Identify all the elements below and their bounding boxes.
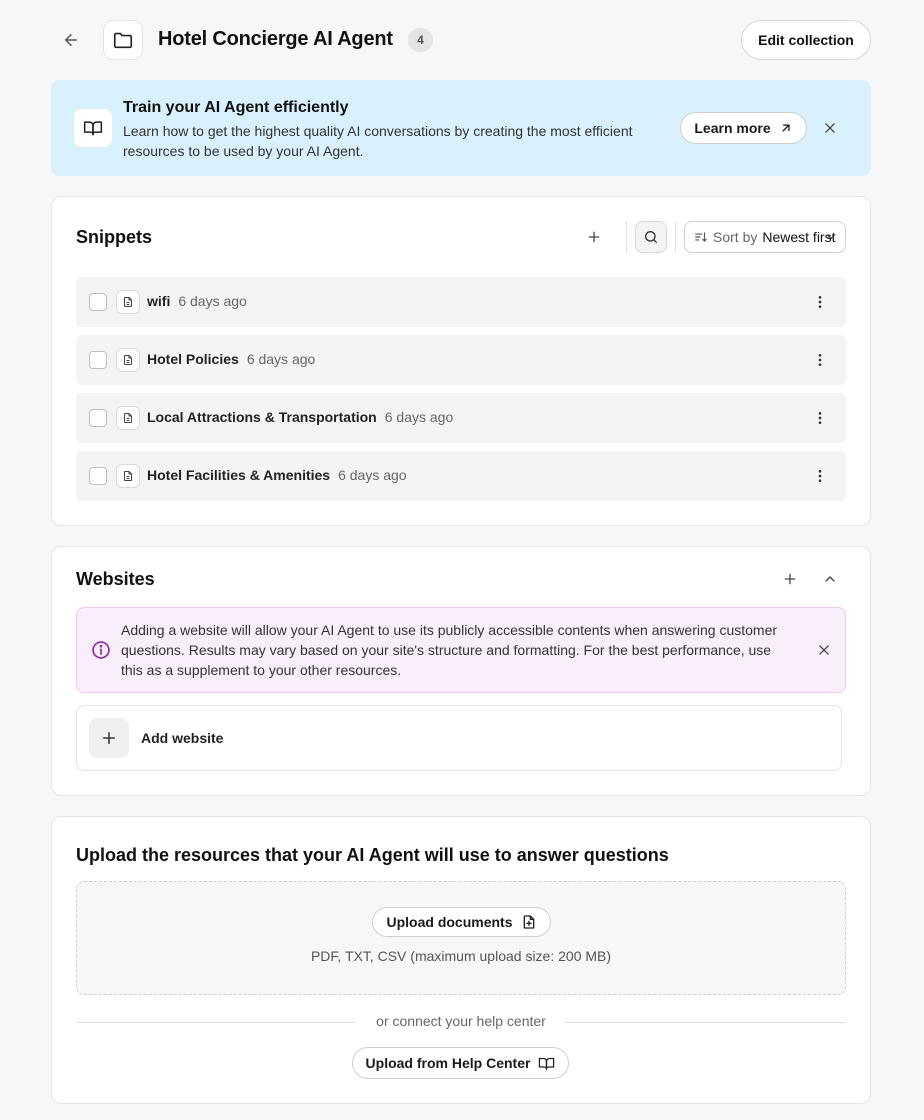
edit-collection-button[interactable]: Edit collection xyxy=(741,20,871,60)
snippet-time: 6 days ago xyxy=(178,293,247,309)
snippet-name xyxy=(147,409,453,425)
snippet-row[interactable] xyxy=(76,335,846,385)
learn-more-label: Learn more xyxy=(694,120,771,136)
row-menu-button[interactable] xyxy=(808,348,832,372)
resource-count-badge: 4 xyxy=(408,28,433,52)
back-button[interactable] xyxy=(56,25,86,55)
row-menu-button[interactable] xyxy=(808,464,832,488)
file-text-icon xyxy=(122,296,134,308)
search-snippets-button[interactable] xyxy=(635,221,667,253)
snippets-title: Snippets xyxy=(76,227,153,247)
snippet-title: Hotel Policies xyxy=(147,351,239,367)
add-website-label: Add website xyxy=(141,730,224,746)
search-icon xyxy=(643,229,659,245)
info-icon xyxy=(91,640,111,660)
banner-text: Learn how to get the highest quality AI conversations by creating the most efficient resources to be used by your AI Agent. xyxy=(123,123,633,159)
chevron-down-icon xyxy=(825,231,837,243)
upload-documents-button[interactable] xyxy=(372,907,551,937)
document-icon-box xyxy=(116,406,140,430)
snippet-title: wifi xyxy=(147,293,171,309)
add-snippet-button[interactable] xyxy=(578,221,610,253)
document-icon-box xyxy=(116,290,140,314)
more-vertical-icon xyxy=(812,468,828,484)
upload-help-center-button[interactable] xyxy=(352,1047,569,1079)
websites-card xyxy=(51,546,871,796)
more-vertical-icon xyxy=(812,294,828,310)
more-vertical-icon xyxy=(812,352,828,368)
page-title: Hotel Concierge AI Agent xyxy=(158,28,393,50)
plus-icon xyxy=(782,571,798,587)
collapse-websites-button[interactable] xyxy=(814,563,846,595)
websites-title: Websites xyxy=(76,569,155,589)
or-divider xyxy=(76,1013,846,1031)
row-checkbox[interactable] xyxy=(89,293,107,311)
file-text-icon xyxy=(122,470,134,482)
file-text-icon xyxy=(122,354,134,366)
file-text-icon xyxy=(122,412,134,424)
upload-dropzone[interactable] xyxy=(76,881,846,995)
row-checkbox[interactable] xyxy=(89,467,107,485)
folder-icon xyxy=(112,29,134,51)
snippets-card xyxy=(51,196,871,526)
upload-documents-label: Upload documents xyxy=(386,914,513,930)
snippet-time: 6 days ago xyxy=(384,409,454,425)
file-plus-icon xyxy=(521,914,537,930)
plus-icon xyxy=(100,729,118,747)
collection-icon-box xyxy=(103,20,143,60)
more-vertical-icon xyxy=(812,410,828,426)
close-icon xyxy=(823,121,837,135)
arrow-up-right-icon xyxy=(779,121,793,135)
snippet-title: Hotel Facilities & Amenities xyxy=(147,467,331,483)
toolbar-divider xyxy=(626,221,627,253)
info-text: Adding a website will allow your AI Agent to use its publicly accessible contents when answering customer questions. Results may vary based on your site's structure and formatting. For the best performance, use this as a supplement to your other resources. xyxy=(121,622,778,678)
document-icon-box xyxy=(116,348,140,372)
book-open-icon xyxy=(538,1055,555,1072)
snippet-name xyxy=(147,293,247,309)
website-info-notice xyxy=(76,607,846,693)
training-banner xyxy=(51,80,871,176)
add-website-button[interactable] xyxy=(76,705,842,771)
close-icon xyxy=(817,643,831,657)
add-website-plus-button[interactable] xyxy=(774,563,806,595)
snippet-time: 6 days ago xyxy=(338,467,407,483)
info-close-button[interactable] xyxy=(813,639,835,661)
book-open-icon xyxy=(83,118,103,138)
snippet-title: Local Attractions & Transportation xyxy=(147,409,377,425)
toolbar-divider xyxy=(675,221,676,253)
banner-close-button[interactable] xyxy=(819,117,841,139)
snippet-name xyxy=(147,351,315,367)
help-center-label: Upload from Help Center xyxy=(365,1055,531,1071)
plus-icon xyxy=(586,229,602,245)
sort-value: Newest first xyxy=(762,229,836,245)
document-icon-box xyxy=(116,464,140,488)
arrow-left-icon xyxy=(62,31,80,49)
sort-select[interactable] xyxy=(684,221,846,253)
snippet-name xyxy=(147,467,407,483)
row-checkbox[interactable] xyxy=(89,351,107,369)
row-menu-button[interactable] xyxy=(808,406,832,430)
row-menu-button[interactable] xyxy=(808,290,832,314)
upload-card xyxy=(51,816,871,1104)
sort-icon xyxy=(694,230,708,244)
snippet-row[interactable] xyxy=(76,277,846,327)
chevron-up-icon xyxy=(822,571,838,587)
snippet-row[interactable] xyxy=(76,393,846,443)
snippet-row[interactable] xyxy=(76,451,846,501)
row-checkbox[interactable] xyxy=(89,409,107,427)
or-text: or connect your help center xyxy=(376,1013,546,1029)
banner-title: Train your AI Agent efficiently xyxy=(123,99,349,116)
snippet-time: 6 days ago xyxy=(246,351,316,367)
add-website-icon-box xyxy=(89,718,129,758)
upload-title: Upload the resources that your AI Agent will use to answer questions xyxy=(76,845,669,865)
upload-hint: PDF, TXT, CSV (maximum upload size: 200 MB) xyxy=(310,948,612,964)
banner-icon-box xyxy=(74,109,112,147)
learn-more-button[interactable] xyxy=(680,112,807,144)
sort-prefix: Sort by xyxy=(713,229,758,245)
